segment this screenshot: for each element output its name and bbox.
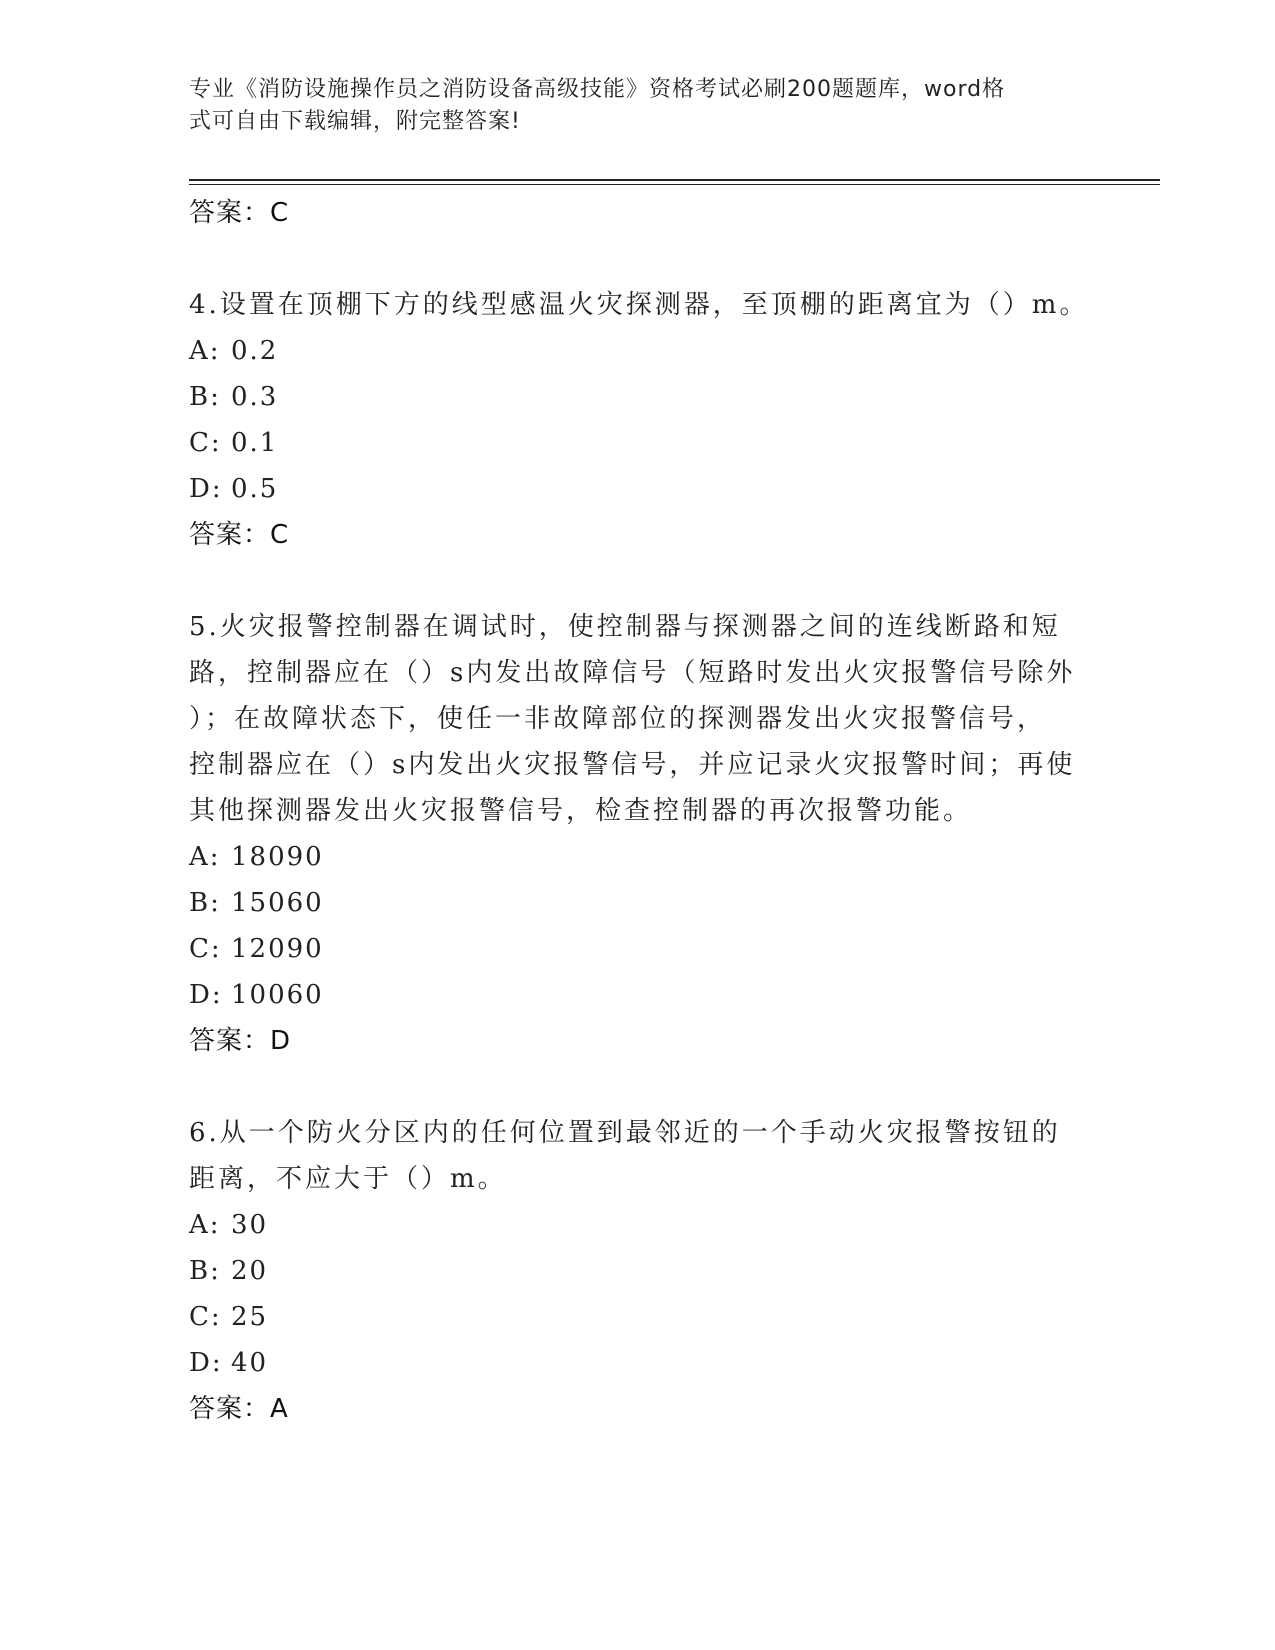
- option-value: 25: [231, 1302, 269, 1332]
- answer-line: [189, 1386, 1089, 1432]
- option-value: 18090: [231, 842, 324, 872]
- option-key: B:: [189, 1256, 221, 1286]
- answer-value: C: [270, 198, 290, 228]
- option-a: [189, 1202, 1089, 1248]
- option-a: [189, 328, 1089, 374]
- question-block: [189, 604, 1089, 1064]
- option-key: D:: [189, 1348, 223, 1378]
- question-text: [189, 1110, 1089, 1202]
- answer-label: 答案：: [189, 520, 271, 550]
- spacer: [189, 1064, 1089, 1110]
- answer-label: 答案：: [189, 198, 271, 228]
- option-value: 30: [231, 1210, 269, 1240]
- header-rule-thick: [189, 179, 1160, 181]
- question-line: 路，控制器应在（）s内发出故障信号（短路时发出火灾报警信号除外: [189, 658, 1076, 688]
- option-b: [189, 374, 1089, 420]
- answer-value: C: [270, 520, 290, 550]
- option-key: D:: [189, 980, 223, 1010]
- question-text: [189, 604, 1089, 834]
- option-a: [189, 834, 1089, 880]
- question-line: 5.火灾报警控制器在调试时，使控制器与探测器之间的连线断路和短: [189, 612, 1061, 642]
- answer-value: A: [270, 1394, 289, 1424]
- option-value: 0.1: [231, 428, 279, 458]
- header-rule-thin: [189, 184, 1160, 185]
- option-key: C:: [189, 1302, 222, 1332]
- question-line: 距离，不应大于（）m。: [189, 1164, 507, 1194]
- document-header: [189, 74, 1069, 138]
- question-text: [189, 282, 1089, 328]
- question-line: 控制器应在（）s内发出火灾报警信号，并应记录火灾报警时间；再使: [189, 750, 1076, 780]
- option-b: [189, 880, 1089, 926]
- option-key: A:: [189, 842, 221, 872]
- option-key: A:: [189, 336, 221, 366]
- previous-answer: [189, 190, 1089, 236]
- option-b: [189, 1248, 1089, 1294]
- option-d: [189, 972, 1089, 1018]
- answer-line: [189, 1018, 1089, 1064]
- option-value: 15060: [231, 888, 324, 918]
- answer-line: [189, 512, 1089, 558]
- header-line-2: 式可自由下载编辑，附完整答案!: [189, 109, 521, 134]
- question-block: [189, 282, 1089, 558]
- option-d: [189, 466, 1089, 512]
- option-value: 20: [231, 1256, 269, 1286]
- question-line: 4.设置在顶棚下方的线型感温火灾探测器，至顶棚的距离宜为（）m。: [189, 290, 1089, 320]
- option-value: 40: [231, 1348, 269, 1378]
- answer-label: 答案：: [189, 1026, 271, 1056]
- spacer: [189, 558, 1089, 604]
- question-line: ）；在故障状态下，使任一非故障部位的探测器发出火灾报警信号，: [189, 704, 1047, 734]
- option-c: [189, 1294, 1089, 1340]
- answer-value: D: [270, 1026, 292, 1056]
- option-d: [189, 1340, 1089, 1386]
- option-key: C:: [189, 428, 222, 458]
- header-line-1: 专业《消防设施操作员之消防设备高级技能》资格考试必刷200题题库，word格: [189, 77, 1006, 102]
- option-c: [189, 420, 1089, 466]
- answer-label: 答案：: [189, 1394, 271, 1424]
- option-value: 0.5: [231, 474, 279, 504]
- option-value: 0.2: [231, 336, 279, 366]
- question-line: 其他探测器发出火灾报警信号，检查控制器的再次报警功能。: [189, 796, 973, 826]
- question-block: [189, 1110, 1089, 1432]
- option-key: C:: [189, 934, 222, 964]
- question-line: 6.从一个防火分区内的任何位置到最邻近的一个手动火灾报警按钮的: [189, 1118, 1061, 1148]
- option-value: 12090: [231, 934, 324, 964]
- option-key: D:: [189, 474, 223, 504]
- option-key: B:: [189, 382, 221, 412]
- option-c: [189, 926, 1089, 972]
- option-value: 10060: [231, 980, 324, 1010]
- spacer: [189, 236, 1089, 282]
- option-key: A:: [189, 1210, 221, 1240]
- document-content: [189, 190, 1089, 1432]
- option-key: B:: [189, 888, 221, 918]
- option-value: 0.3: [231, 382, 279, 412]
